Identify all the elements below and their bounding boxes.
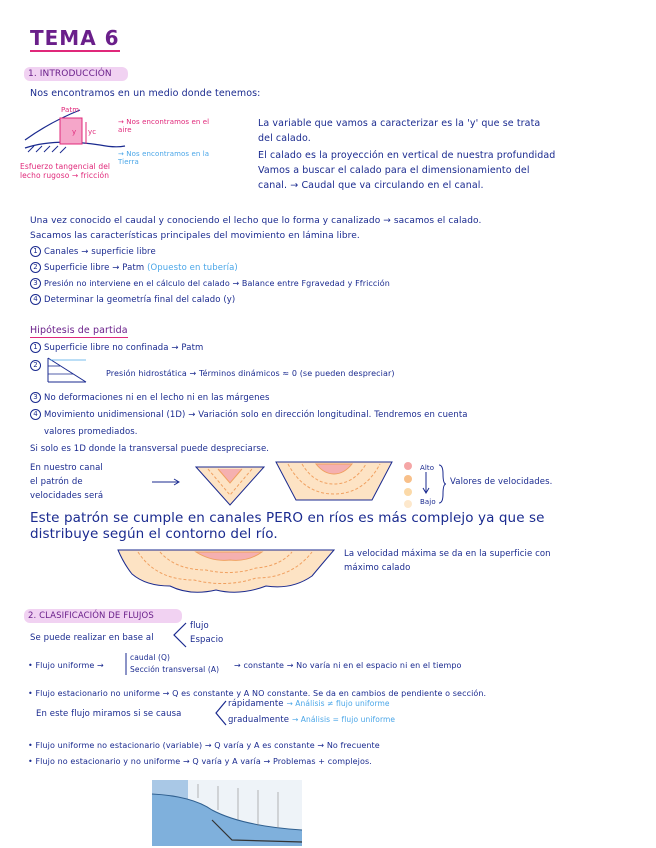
bajo-label: Bajo bbox=[420, 498, 436, 506]
brace-icon bbox=[438, 464, 446, 504]
arrow-icon bbox=[152, 478, 182, 486]
right-line-2: del calado. bbox=[258, 133, 311, 144]
list-item: 1 Canales → superficie libre bbox=[30, 246, 156, 258]
down-arrow-icon bbox=[422, 472, 430, 494]
yc-label: yc bbox=[88, 128, 97, 136]
right-line-3: El calado es la proyección en vertical de nuestra profundidad bbox=[258, 150, 556, 161]
no-est-no-uni-text: • Flujo no estacionario y no uniforme → Q varía y A varía → Problemas + complejos. bbox=[28, 757, 372, 766]
hipotesis-item: 1 Superficie libre no confinada → Patm bbox=[30, 342, 203, 354]
hipotesis-continuation: valores promediados. bbox=[44, 427, 138, 437]
velocity-legend-dots bbox=[402, 462, 416, 508]
estacionario-text: • Flujo estacionario no uniforme → Q es constante y A NO constante. Se da en cambios de pendiente o sección. bbox=[28, 689, 487, 698]
uniforme-label: • Flujo uniforme → bbox=[28, 661, 104, 670]
canal-line-2: el patrón de bbox=[30, 477, 83, 487]
intro-text: Nos encontramos en un medio donde tenemos: bbox=[30, 88, 261, 99]
hipotesis-item-2-text: Presión hidrostática → Términos dinámicos ≈ 0 (se pueden despreciar) bbox=[106, 369, 395, 378]
no-estacionario-text: • Flujo uniforme no estacionario (variable) → Q varía y A es constante → No frecuente bbox=[28, 741, 380, 750]
paragraph-1: Una vez conocido el caudal y conociendo el lecho que lo forma y canalizado → sacamos el calado. bbox=[30, 216, 482, 226]
si-solo-text: Si solo es 1D donde la transversal puede despreciarse. bbox=[30, 444, 270, 454]
hipotesis-num: 2 bbox=[30, 360, 44, 372]
hipotesis-title: Hipótesis de partida bbox=[30, 325, 128, 336]
valores-label: Valores de velocidades. bbox=[450, 477, 553, 487]
flow-profile-figure bbox=[152, 780, 302, 846]
right-line-1: La variable que vamos a caracterizar es la 'y' que se trata bbox=[258, 118, 541, 129]
esfuerzo-note: Esfuerzo tangencial del lecho rugoso → fricción bbox=[20, 162, 111, 180]
miramos-text: En este flujo miramos si se causa bbox=[36, 709, 182, 719]
y-label: y bbox=[72, 128, 77, 136]
vmax-line-2: máximo calado bbox=[344, 563, 411, 573]
triangular-channel-diagram bbox=[194, 465, 266, 507]
patm-label: Patm bbox=[61, 106, 80, 114]
caudal-label: caudal (Q) bbox=[130, 653, 171, 662]
right-line-5: canal. → Caudal que va circulando en el canal. bbox=[258, 180, 484, 191]
list-item: 4 Determinar la geometría final del calado (y) bbox=[30, 294, 235, 306]
list-item: 2 Superficie libre → Patm (Opuesto en tubería) bbox=[30, 262, 238, 274]
espacio-label: Espacio bbox=[190, 635, 224, 645]
list-item: 3 Presión no interviene en el cálculo del calado → Balance entre Fgravedad y Ffricción bbox=[30, 278, 390, 290]
canal-line-3: velocidades será bbox=[30, 491, 104, 501]
bracket-icon bbox=[172, 622, 188, 648]
big-line-2: distribuye según el contorno del río. bbox=[30, 526, 278, 542]
base-text: Se puede realizar en base al bbox=[30, 633, 154, 643]
seccion-label: Sección transversal (A) bbox=[130, 665, 220, 674]
hipotesis-item: 4 Movimiento unidimensional (1D) → Variación solo en dirección longitudinal. Tendremos en cuenta bbox=[30, 409, 468, 421]
bracket-icon bbox=[214, 700, 228, 726]
section-2-heading: 2. CLASIFICACIÓN DE FLUJOS bbox=[28, 611, 154, 621]
aire-note: → Nos encontramos en el aire bbox=[118, 118, 210, 134]
hydrostatic-diagram bbox=[46, 356, 90, 384]
flujo-label: flujo bbox=[190, 621, 209, 631]
right-line-4: Vamos a buscar el calado para el dimensionamiento del bbox=[258, 165, 530, 176]
hipotesis-item: 3 No deformaciones ni en el lecho ni en las márgenes bbox=[30, 392, 270, 404]
big-line-1: Este patrón se cumple en canales PERO en ríos es más complejo ya que se bbox=[30, 510, 545, 526]
page-title: TEMA 6 bbox=[30, 26, 120, 50]
uniforme-rest: → constante → No varía ni en el espacio ni en el tiempo bbox=[234, 661, 462, 670]
trapezoidal-channel-diagram bbox=[274, 460, 394, 502]
section-1-heading: 1. INTRODUCCIÓN bbox=[28, 69, 112, 79]
alto-label: Alto bbox=[420, 464, 435, 472]
paragraph-2: Sacamos las características principales del movimiento en lámina libre. bbox=[30, 231, 360, 241]
vmax-line-1: La velocidad máxima se da en la superficie con bbox=[344, 549, 551, 559]
canal-line-1: En nuestro canal bbox=[30, 463, 103, 473]
river-section-diagram bbox=[116, 546, 336, 598]
rapidamente-label: rápidamente → Análisis ≠ flujo uniforme bbox=[228, 699, 390, 709]
tierra-note: → Nos encontramos en la Tierra bbox=[118, 150, 210, 166]
gradualmente-label: gradualmente → Análisis = flujo uniforme bbox=[228, 715, 396, 725]
